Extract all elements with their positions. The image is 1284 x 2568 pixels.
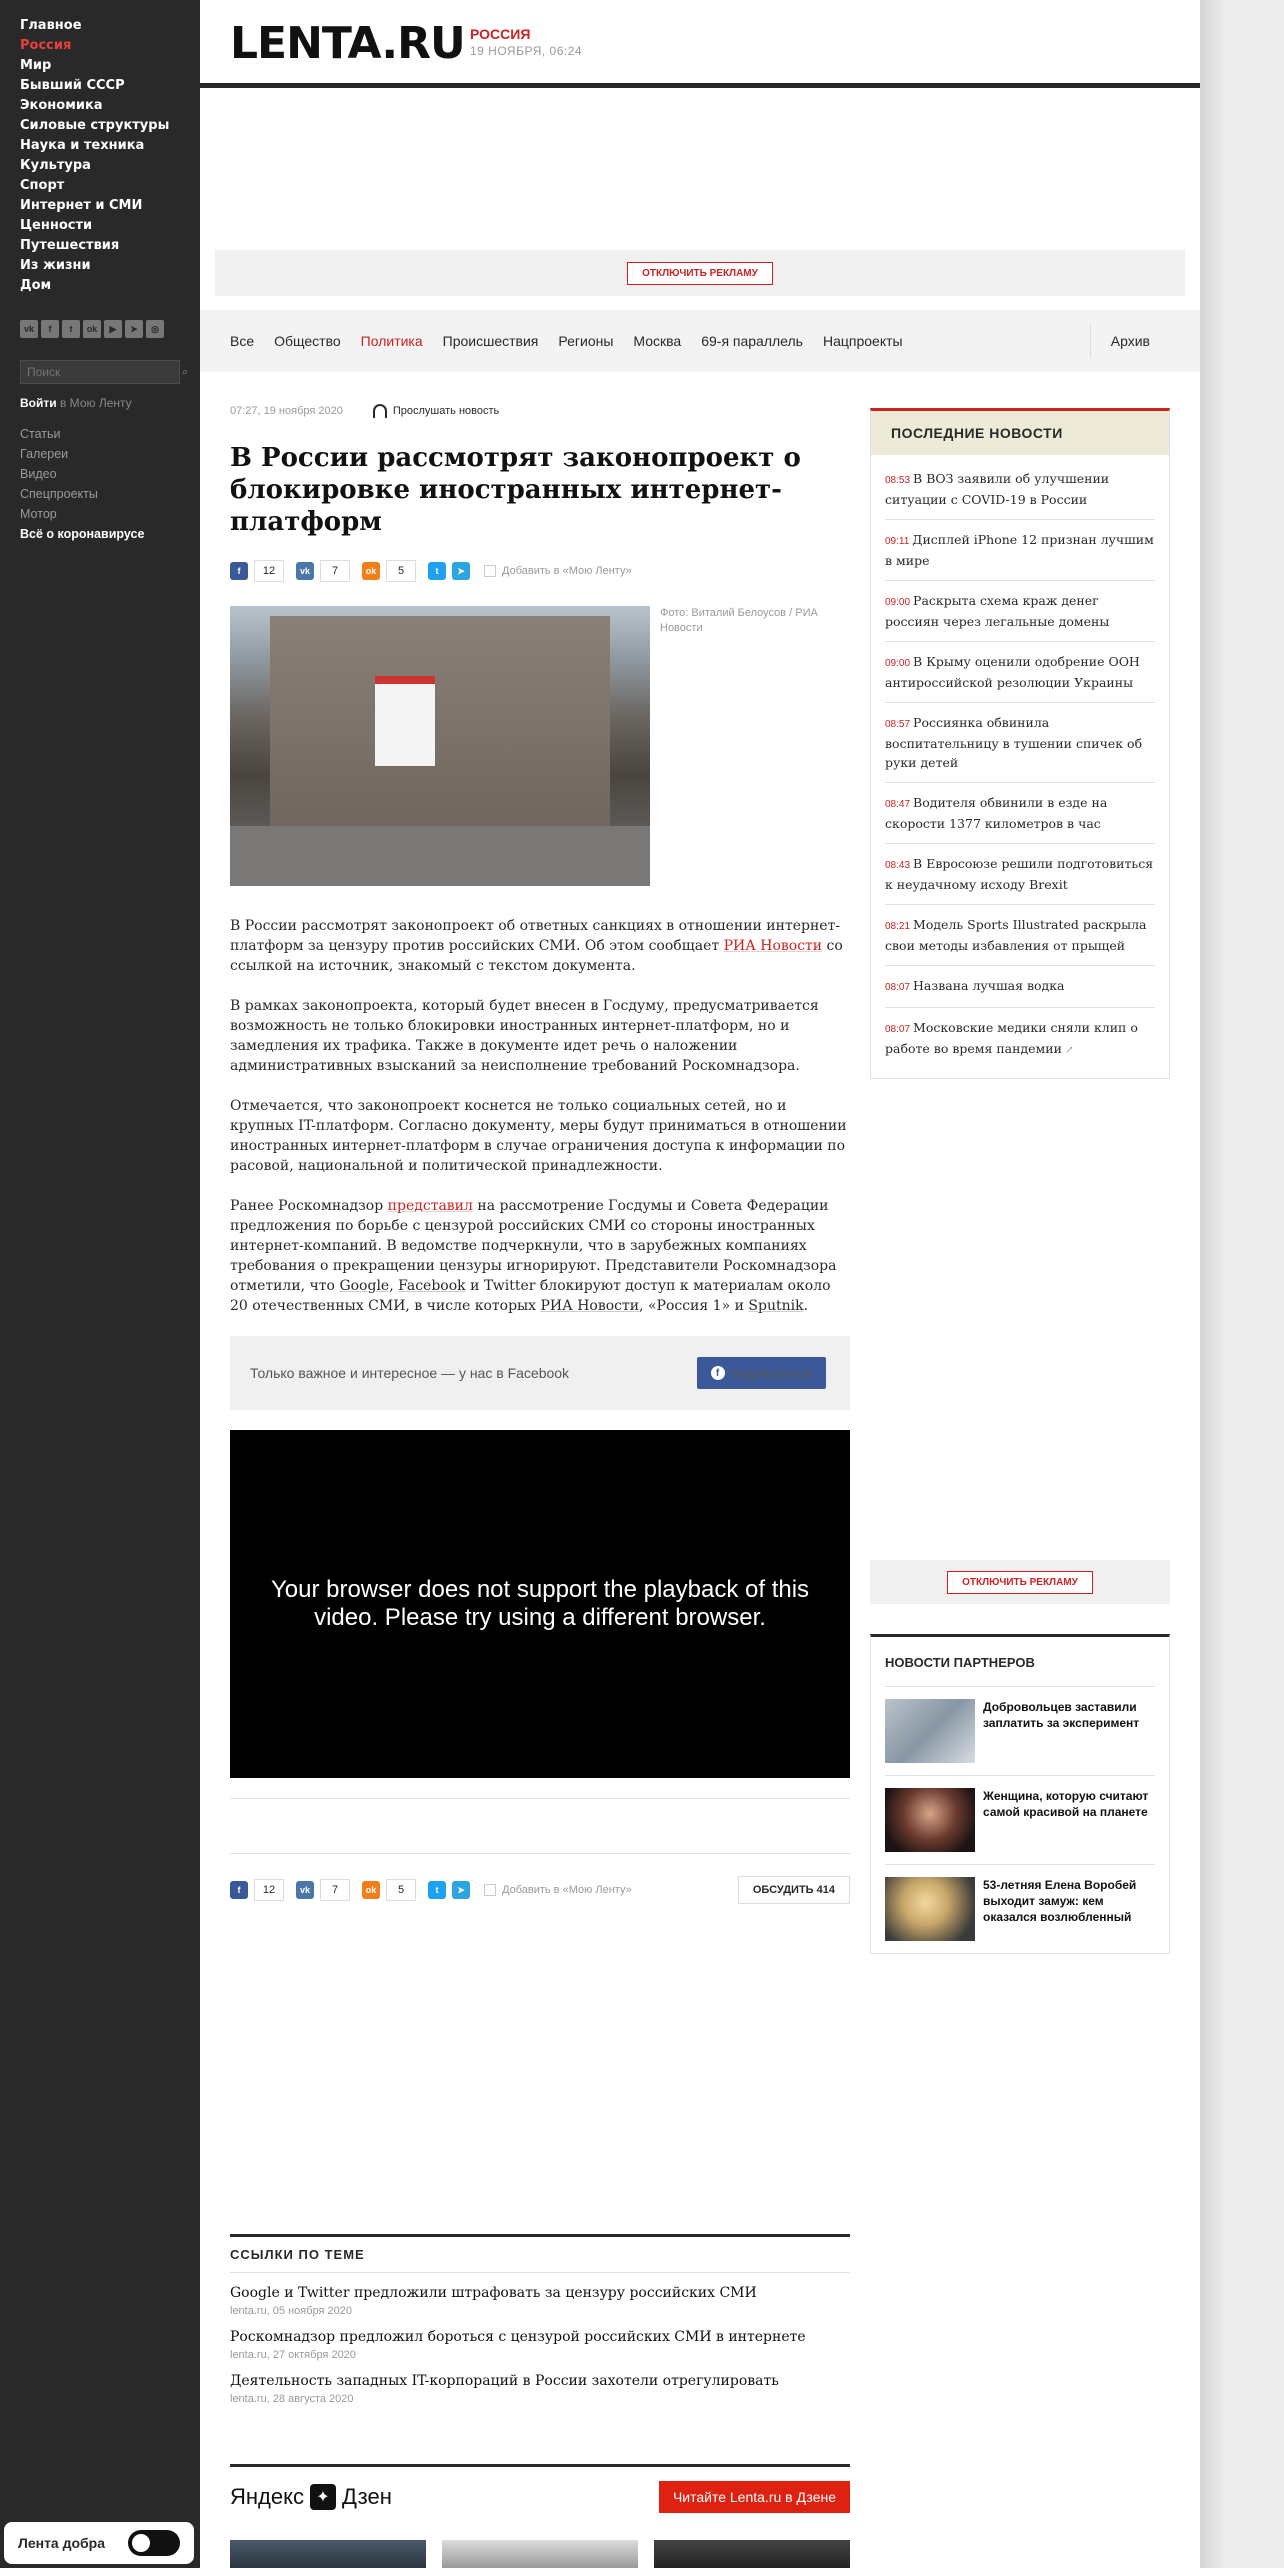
disable-ads-button[interactable]: ОТКЛЮЧИТЬ РЕКЛАМУ bbox=[627, 262, 773, 285]
related-link-title[interactable]: Google и Twitter предложили штрафовать за цензуру российских СМИ bbox=[230, 2285, 757, 2301]
add-to-my-label: Добавить в «Мою Ленту» bbox=[502, 565, 632, 577]
paragraph-text: , «Россия 1» и bbox=[639, 1298, 749, 1314]
ok-share-count: 5 bbox=[386, 560, 416, 582]
news-item[interactable] bbox=[885, 459, 1155, 520]
related-link-item[interactable] bbox=[230, 2329, 850, 2361]
related-link-item[interactable] bbox=[230, 2373, 850, 2405]
news-time: 08:53 bbox=[885, 475, 911, 486]
article-paragraph-4 bbox=[230, 1196, 850, 1316]
ok-share-icon[interactable]: ok bbox=[362, 562, 380, 580]
ok-share-count: 5 bbox=[386, 1879, 416, 1901]
login-label[interactable]: Войти bbox=[20, 396, 57, 410]
subnav-society[interactable]: Общество bbox=[274, 333, 341, 349]
news-time: 09:00 bbox=[885, 597, 911, 608]
nav-item-economy[interactable]: Экономика bbox=[20, 98, 103, 113]
site-logo[interactable]: LENTA.RU bbox=[230, 18, 465, 69]
subnav-incidents[interactable]: Происшествия bbox=[442, 333, 539, 349]
video-error-message: Your browser does not support the playback of this video. Please try using a different browser. bbox=[270, 1576, 810, 1631]
vk-share-icon[interactable]: vk bbox=[296, 1881, 314, 1899]
youtube-icon[interactable]: ▶ bbox=[104, 320, 122, 338]
link-presented[interactable]: представил bbox=[387, 1198, 473, 1214]
news-item[interactable] bbox=[885, 581, 1155, 642]
nav-item-sport[interactable]: Спорт bbox=[20, 178, 65, 193]
secondary-nav bbox=[0, 410, 200, 544]
ad-disable-bar bbox=[215, 250, 1185, 296]
share-bar-top bbox=[230, 560, 850, 582]
dzen-label: Дзен bbox=[341, 2484, 392, 2509]
login-rest: в Мою Ленту bbox=[56, 396, 132, 410]
nav-motor[interactable]: Мотор bbox=[20, 507, 57, 521]
share-bar-bottom bbox=[230, 1876, 850, 1904]
news-text[interactable]: В Крыму оценили одобрение ООН антироссийской резолюции Украины bbox=[885, 654, 1140, 690]
news-time: 08:21 bbox=[885, 921, 911, 932]
disable-ads-button[interactable]: ОТКЛЮЧИТЬ РЕКЛАМУ bbox=[947, 1571, 1093, 1594]
news-time: 08:47 bbox=[885, 799, 911, 810]
partner-news-title: НОВОСТИ ПАРТНЕРОВ bbox=[885, 1637, 1155, 1687]
kindness-label: Лента добра bbox=[18, 2535, 106, 2551]
dzen-thumbnail[interactable] bbox=[442, 2540, 638, 2568]
ad-banner-area bbox=[200, 88, 1200, 250]
photo-ground-shape bbox=[230, 826, 650, 886]
facebook-subscribe-button[interactable] bbox=[697, 1357, 826, 1389]
nav-item-science[interactable]: Наука и техника bbox=[20, 138, 145, 153]
news-text[interactable]: Раскрыта схема краж денег россиян через легальные домены bbox=[885, 593, 1110, 629]
vk-share-icon[interactable]: vk bbox=[296, 562, 314, 580]
instagram-icon[interactable]: ◎ bbox=[146, 320, 164, 338]
login-link[interactable] bbox=[0, 384, 200, 410]
related-link-title[interactable]: Деятельность западных IT-корпораций в России захотели отрегулировать bbox=[230, 2373, 779, 2389]
nav-item-ex-ussr[interactable]: Бывший СССР bbox=[20, 78, 125, 93]
article-meta bbox=[230, 404, 850, 418]
news-item[interactable] bbox=[885, 520, 1155, 581]
subnav-archive[interactable]: Архив bbox=[1090, 324, 1180, 358]
latest-news bbox=[870, 408, 1170, 1079]
news-time: 08:43 bbox=[885, 860, 911, 871]
article-title: В России рассмотрят законопроект о блокировке иностранных интернет-платформ bbox=[230, 443, 801, 537]
photo-building-shape bbox=[270, 616, 610, 836]
news-text[interactable]: В Евросоюзе решили подготовиться к неудачному исходу Brexit bbox=[885, 856, 1154, 892]
facebook-share-icon[interactable]: f bbox=[230, 562, 248, 580]
facebook-icon: f bbox=[711, 1366, 725, 1380]
telegram-icon[interactable]: ➤ bbox=[125, 320, 143, 338]
kindness-toggle[interactable] bbox=[128, 2530, 180, 2556]
divider bbox=[230, 1853, 850, 1854]
subnav-all[interactable]: Все bbox=[230, 333, 255, 349]
news-text[interactable]: Россиянка обвинила воспитательницу в тушении спичек об руки детей bbox=[885, 715, 1143, 770]
news-time: 08:57 bbox=[885, 719, 911, 730]
subnav-moscow[interactable]: Москва bbox=[633, 333, 682, 349]
facebook-promo-text: Только важное и интересное — у нас в Facebook bbox=[250, 1365, 570, 1381]
dzen-logo[interactable] bbox=[230, 2484, 392, 2510]
paragraph-text: В России рассмотрят законопроект об ответных санкциях в отношении интернет-платформ за цензуру против российских СМИ. Об этом сообщает bbox=[230, 918, 841, 954]
nav-galleries[interactable]: Галереи bbox=[20, 447, 69, 461]
dzen-thumbnail[interactable] bbox=[230, 2540, 426, 2568]
tag-google[interactable]: Google bbox=[339, 1278, 390, 1294]
partner-news-image[interactable] bbox=[885, 1699, 975, 1763]
news-time: 08:07 bbox=[885, 1024, 911, 1035]
news-text[interactable]: Московские медики сняли клип о работе во время пандемии bbox=[885, 1020, 1138, 1056]
paragraph-text: , bbox=[389, 1278, 399, 1294]
photo-banner-shape bbox=[375, 676, 435, 766]
photo-credit: Фото: Виталий Белоусов / РИА Новости bbox=[660, 607, 818, 634]
telegram-share-icon[interactable]: ➤ bbox=[452, 562, 470, 580]
add-to-my-label: Добавить в «Мою Ленту» bbox=[502, 1884, 632, 1896]
partner-news-item[interactable] bbox=[885, 1687, 1155, 1776]
listen-label: Прослушать новость bbox=[392, 405, 500, 417]
partner-news-item[interactable] bbox=[885, 1865, 1155, 1953]
nav-item-main[interactable]: Главное bbox=[20, 18, 82, 33]
news-time: 09:00 bbox=[885, 658, 911, 669]
rubric-subnav bbox=[200, 310, 1200, 372]
subscribe-label: подписаться bbox=[730, 1365, 812, 1381]
page-content bbox=[200, 0, 1200, 2568]
partner-news-image[interactable] bbox=[885, 1788, 975, 1852]
telegram-share-icon[interactable]: ➤ bbox=[452, 1881, 470, 1899]
facebook-share-count: 12 bbox=[254, 1879, 284, 1901]
related-link-date: lenta.ru, 28 августа 2020 bbox=[230, 2393, 354, 2405]
news-item[interactable] bbox=[885, 642, 1155, 703]
dzen-thumbnail[interactable] bbox=[654, 2540, 850, 2568]
vk-share-count: 7 bbox=[320, 1879, 350, 1901]
partner-news-item[interactable] bbox=[885, 1776, 1155, 1865]
paragraph-text: на рассмотрение Госдумы и Совета Федерации предложения по борьбе с цензурой российских СМИ со стороны иностранных интернет-компаний. В ведомстве подчеркнули, что в зарубежных компаниях требования о прекращении цензуры игнорируют. Представители Роскомнадзора отметили, что bbox=[230, 1198, 837, 1294]
main-nav bbox=[0, 0, 200, 296]
subnav-regions[interactable]: Регионы bbox=[558, 333, 614, 349]
subnav-69-parallel[interactable]: 69-я параллель bbox=[701, 333, 803, 349]
article bbox=[230, 404, 850, 1904]
header bbox=[200, 0, 1200, 88]
news-time: 09:11 bbox=[885, 536, 910, 547]
related-links-title: ССЫЛКИ ПО ТЕМЕ bbox=[230, 2247, 850, 2273]
facebook-share-icon[interactable]: f bbox=[230, 1881, 248, 1899]
article-paragraph-2: В рамках законопроекта, который будет внесен в Госдуму, предусматривается возможность не только блокировки иностранных интернет-платформ, но и замедления их трафика. Также в документе идет речь о наложении административных взысканий за неисполнение требований Роскомнадзора. bbox=[230, 998, 819, 1074]
twitter-share-icon[interactable]: t bbox=[428, 562, 446, 580]
nav-video[interactable]: Видео bbox=[20, 467, 57, 481]
news-text[interactable]: Дисплей iPhone 12 признан лучшим в мире bbox=[885, 532, 1154, 568]
source-link-ria[interactable]: РИА Новости bbox=[723, 938, 823, 954]
article-datetime: 07:27, 19 ноября 2020 bbox=[230, 405, 343, 417]
search-icon[interactable]: ⌕ bbox=[182, 365, 189, 378]
nav-item-home[interactable]: Дом bbox=[20, 278, 52, 293]
related-links bbox=[230, 2234, 850, 2405]
nav-special[interactable]: Спецпроекты bbox=[20, 487, 98, 501]
nav-item-security[interactable]: Силовые структуры bbox=[20, 118, 170, 133]
vk-icon[interactable]: vk bbox=[20, 320, 38, 338]
partner-news-text[interactable]: Женщина, которую считают самой красивой на планете bbox=[983, 1789, 1149, 1819]
article-body bbox=[230, 916, 850, 1316]
nav-item-russia[interactable]: Россия bbox=[20, 38, 72, 53]
nav-articles[interactable]: Статьи bbox=[20, 427, 61, 441]
article-photo[interactable] bbox=[230, 606, 650, 886]
paragraph-text: Ранее Роскомнадзор bbox=[230, 1198, 388, 1214]
tag-ria[interactable]: РИА Новости bbox=[540, 1298, 640, 1314]
article-paragraph-3: Отмечается, что законопроект коснется не только социальных сетей, но и крупных IT-платформ. Согласно документу, меры будут приниматься в отношении иностранных интернет-платформ в случае ограничения доступа к информации по расовой, национальной и политической принадлежности. bbox=[230, 1098, 847, 1174]
nav-item-values[interactable]: Ценности bbox=[20, 218, 93, 233]
news-text[interactable]: Водителя обвинили в езде на скорости 1377 километров в час bbox=[885, 795, 1108, 831]
rubric-title[interactable]: РОССИЯ bbox=[470, 26, 531, 42]
subnav-politics[interactable]: Политика bbox=[360, 333, 423, 349]
partner-news bbox=[870, 1634, 1170, 1954]
paragraph-text: . bbox=[803, 1298, 809, 1314]
external-link-icon: ↗ bbox=[1061, 1045, 1074, 1056]
checkbox-icon[interactable] bbox=[484, 1884, 496, 1896]
paragraph-text: и Twitter блокируют доступ к материалам около 20 отечественных СМИ, в числе которых bbox=[230, 1278, 831, 1314]
related-link-item[interactable] bbox=[230, 2285, 850, 2317]
listen-button[interactable] bbox=[373, 404, 499, 418]
nav-item-life[interactable]: Из жизни bbox=[20, 258, 91, 273]
search-input[interactable] bbox=[27, 365, 182, 379]
article-paragraph-1 bbox=[230, 916, 850, 976]
page-background-right bbox=[1200, 0, 1284, 2568]
nav-item-travel[interactable]: Путешествия bbox=[20, 238, 120, 253]
news-item[interactable] bbox=[885, 966, 1155, 1008]
facebook-share-count: 12 bbox=[254, 560, 284, 582]
twitter-icon[interactable]: t bbox=[62, 320, 80, 338]
right-ad-disable-bar bbox=[870, 1560, 1170, 1604]
headphones-icon bbox=[373, 404, 387, 418]
add-to-my-lenta[interactable] bbox=[484, 1884, 632, 1896]
news-text[interactable]: Названа лучшая водка bbox=[913, 978, 1065, 993]
dzen-block bbox=[230, 2464, 850, 2513]
nav-item-media[interactable]: Интернет и СМИ bbox=[20, 198, 143, 213]
latest-news-list bbox=[871, 455, 1169, 1078]
nav-item-world[interactable]: Мир bbox=[20, 58, 52, 73]
facebook-promo bbox=[230, 1336, 850, 1410]
dzen-icon: ✦ bbox=[310, 2484, 336, 2510]
ok-share-icon[interactable]: ok bbox=[362, 1881, 380, 1899]
left-sidebar bbox=[0, 0, 200, 2568]
related-link-date: lenta.ru, 05 ноября 2020 bbox=[230, 2305, 353, 2317]
news-text[interactable]: Модель Sports Illustrated раскрыла свои методы избавления от прыщей bbox=[885, 917, 1147, 953]
social-links bbox=[0, 320, 200, 338]
partner-news-text[interactable]: Добровольцев заставили заплатить за эксперимент bbox=[983, 1700, 1140, 1730]
tag-sputnik[interactable]: Sputnik bbox=[748, 1298, 804, 1314]
search-box bbox=[20, 360, 189, 384]
dzen-read-button[interactable]: Читайте Lenta.ru в Дзене bbox=[659, 2481, 850, 2513]
partner-news-image[interactable] bbox=[885, 1877, 975, 1941]
latest-news-title: ПОСЛЕДНИЕ НОВОСТИ bbox=[871, 411, 1169, 455]
tag-facebook[interactable]: Facebook bbox=[398, 1278, 466, 1294]
checkbox-icon[interactable] bbox=[484, 565, 496, 577]
nav-coronavirus[interactable]: Всё о коронавирусе bbox=[20, 527, 145, 541]
news-text[interactable]: В ВОЗ заявили об улучшении ситуации с COVID-19 в России bbox=[885, 471, 1110, 507]
divider bbox=[230, 1798, 850, 1799]
news-item[interactable] bbox=[885, 844, 1155, 905]
paragraph-text: со ссылкой на источник, знакомый с текстом документа. bbox=[230, 938, 843, 974]
news-item[interactable] bbox=[885, 703, 1155, 783]
vk-share-count: 7 bbox=[320, 560, 350, 582]
news-time: 08:07 bbox=[885, 982, 911, 993]
news-item[interactable] bbox=[885, 1008, 1155, 1070]
news-item[interactable] bbox=[885, 905, 1155, 966]
yandex-label: Яндекс bbox=[230, 2484, 304, 2509]
dzen-thumbnails bbox=[230, 2540, 850, 2568]
related-link-date: lenta.ru, 27 октября 2020 bbox=[230, 2349, 356, 2361]
article-photo-block bbox=[230, 606, 850, 886]
nav-item-culture[interactable]: Культура bbox=[20, 158, 91, 173]
related-link-title[interactable]: Роскомнадзор предложил бороться с цензурой российских СМИ в интернете bbox=[230, 2329, 806, 2345]
news-item[interactable] bbox=[885, 783, 1155, 844]
partner-news-text[interactable]: 53-летняя Елена Воробей выходит замуж: кем оказался возлюбленный bbox=[983, 1878, 1137, 1924]
subnav-natprojects[interactable]: Нацпроекты bbox=[822, 333, 903, 349]
odnoklassniki-icon[interactable]: ok bbox=[83, 320, 101, 338]
facebook-icon[interactable]: f bbox=[41, 320, 59, 338]
header-date: 19 НОЯБРЯ, 06:24 bbox=[470, 44, 583, 58]
discuss-button[interactable]: ОБСУДИТЬ 414 bbox=[738, 1876, 850, 1904]
add-to-my-lenta[interactable] bbox=[484, 565, 632, 577]
twitter-share-icon[interactable]: t bbox=[428, 1881, 446, 1899]
video-player[interactable] bbox=[230, 1430, 850, 1778]
kindness-toggle-widget bbox=[4, 2522, 194, 2564]
